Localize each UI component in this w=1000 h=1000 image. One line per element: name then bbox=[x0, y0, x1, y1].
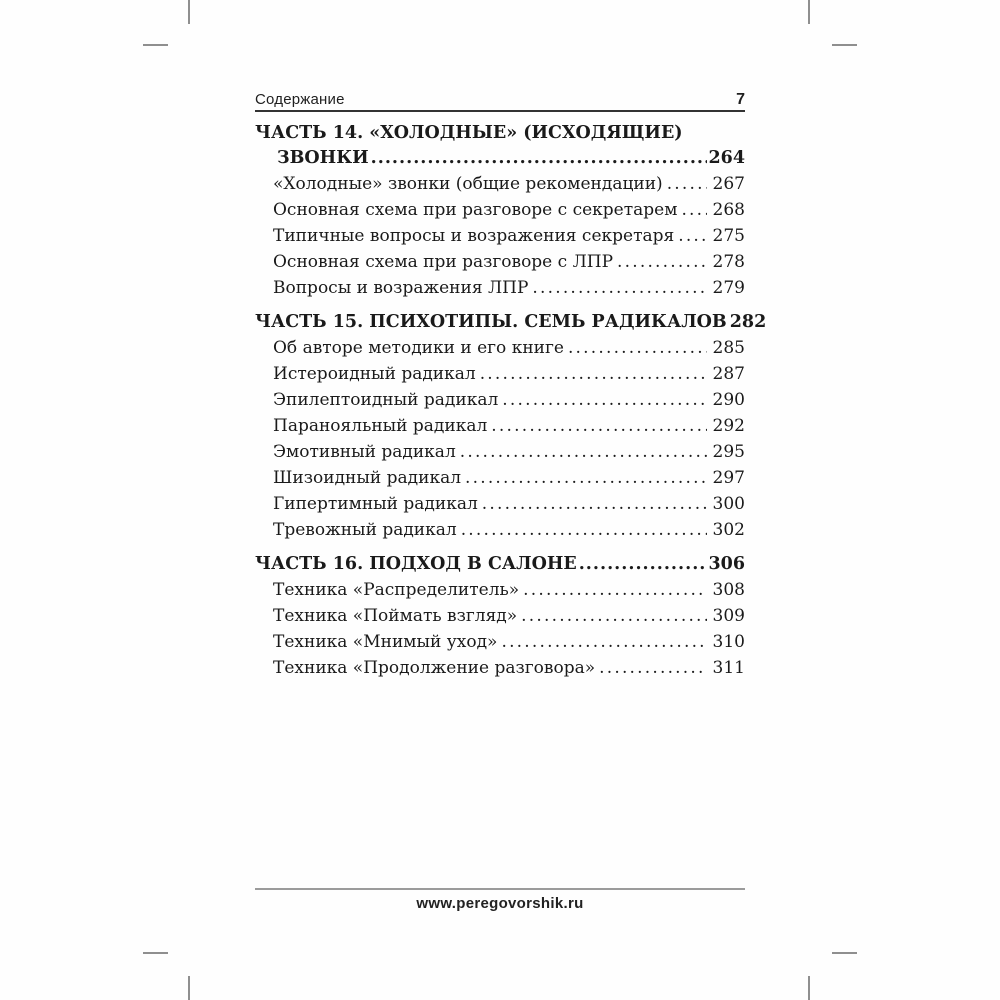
dot-leader bbox=[465, 465, 707, 491]
dot-leader bbox=[491, 413, 706, 439]
toc-entry bbox=[255, 335, 745, 361]
toc-entry bbox=[255, 275, 745, 301]
toc-entry-label: Шизоидный радикал bbox=[273, 468, 462, 488]
section-title-text: ЧАСТЬ 15. ПСИХОТИПЫ. СЕМЬ РАДИКАЛОВ bbox=[255, 312, 727, 332]
dot-leader bbox=[617, 249, 707, 275]
section-page-number: 264 bbox=[708, 148, 745, 168]
toc-entry bbox=[255, 171, 745, 197]
toc-entry-page-number: 302 bbox=[712, 520, 745, 540]
toc-entry-page-number: 275 bbox=[712, 226, 745, 246]
dot-leader bbox=[579, 552, 708, 577]
crop-mark-bottom-right-horizontal bbox=[832, 952, 857, 954]
toc-entry bbox=[255, 603, 745, 629]
toc-entry-page-number: 279 bbox=[712, 278, 745, 298]
dot-leader bbox=[460, 439, 707, 465]
dot-leader bbox=[599, 655, 706, 681]
toc-entry-page-number: 268 bbox=[712, 200, 745, 220]
toc-entry-label: Тревожный радикал bbox=[273, 520, 457, 540]
crop-mark-top-right-horizontal bbox=[832, 44, 857, 46]
crop-mark-top-right-vertical bbox=[808, 0, 810, 24]
toc-entry-page-number: 292 bbox=[712, 416, 745, 436]
dot-leader bbox=[482, 491, 707, 517]
toc-entry-label: Техника «Поймать взгляд» bbox=[273, 606, 518, 626]
toc-entry-page-number: 308 bbox=[712, 580, 745, 600]
toc-entry-page-number: 287 bbox=[712, 364, 745, 384]
toc-entry-label: Эмотивный радикал bbox=[273, 442, 456, 462]
toc-entry-page-number: 295 bbox=[712, 442, 745, 462]
toc-entry-label: «Холодные» звонки (общие рекомендации) bbox=[273, 174, 663, 194]
dot-leader bbox=[480, 361, 707, 387]
toc-entry bbox=[255, 517, 745, 543]
footer-rule bbox=[255, 888, 745, 890]
toc-section-title-line1 bbox=[255, 121, 745, 146]
toc-entry bbox=[255, 491, 745, 517]
dot-leader bbox=[667, 171, 707, 197]
toc-entry bbox=[255, 577, 745, 603]
running-head-rule bbox=[255, 110, 745, 112]
section-title-text: ЗВОНКИ bbox=[277, 148, 369, 168]
crop-mark-top-left-vertical bbox=[188, 0, 190, 24]
toc-entry-label: Эпилептоидный радикал bbox=[273, 390, 499, 410]
toc-entry-page-number: 267 bbox=[712, 174, 745, 194]
toc-section-title bbox=[255, 310, 767, 335]
section-title-text: ЧАСТЬ 14. «ХОЛОДНЫЕ» (ИСХОДЯЩИЕ) bbox=[255, 123, 683, 143]
dot-leader bbox=[521, 603, 706, 629]
toc-entry-label: Об авторе методики и его книге bbox=[273, 338, 564, 358]
crop-mark-top-left-horizontal bbox=[143, 44, 168, 46]
toc-entry-label: Основная схема при разговоре с секретарем bbox=[273, 200, 678, 220]
dot-leader bbox=[678, 223, 706, 249]
crop-mark-bottom-left-vertical bbox=[188, 976, 190, 1000]
toc-entry-page-number: 290 bbox=[712, 390, 745, 410]
toc-entry-label: Гипертимный радикал bbox=[273, 494, 478, 514]
toc-entry-label: Техника «Мнимый уход» bbox=[273, 632, 498, 652]
toc-entry bbox=[255, 249, 745, 275]
running-head-title: Содержание bbox=[255, 91, 345, 108]
running-head bbox=[255, 91, 745, 109]
dot-leader bbox=[502, 387, 706, 413]
toc-entry bbox=[255, 629, 745, 655]
toc-entry-page-number: 278 bbox=[712, 252, 745, 272]
toc-entry-label: Основная схема при разговоре с ЛПР bbox=[273, 252, 614, 272]
dot-leader bbox=[523, 577, 706, 603]
footer-website: www.peregovorshik.ru bbox=[416, 895, 584, 912]
toc-entry bbox=[255, 361, 745, 387]
toc-section-title-line2 bbox=[255, 146, 745, 171]
toc-entry-page-number: 310 bbox=[712, 632, 745, 652]
toc-entry bbox=[255, 223, 745, 249]
toc-entry-page-number: 311 bbox=[712, 658, 745, 678]
crop-mark-bottom-left-horizontal bbox=[143, 952, 168, 954]
section-page-number: 282 bbox=[729, 312, 767, 332]
section-title-text: ЧАСТЬ 16. ПОДХОД В САЛОНЕ bbox=[255, 554, 577, 574]
page-number: 7 bbox=[736, 91, 745, 108]
toc-entry-page-number: 297 bbox=[712, 468, 745, 488]
dot-leader bbox=[681, 197, 706, 223]
toc-entry-label: Паранояльный радикал bbox=[273, 416, 488, 436]
dot-leader bbox=[501, 629, 706, 655]
toc-entry-label: Типичные вопросы и возражения секретаря bbox=[273, 226, 675, 246]
toc-section-title bbox=[255, 552, 745, 577]
toc-entry bbox=[255, 465, 745, 491]
dot-leader bbox=[461, 517, 707, 543]
toc-entry-page-number: 285 bbox=[712, 338, 745, 358]
toc-entry bbox=[255, 197, 745, 223]
dot-leader bbox=[532, 275, 706, 301]
toc-entry bbox=[255, 387, 745, 413]
crop-mark-bottom-right-vertical bbox=[808, 976, 810, 1000]
toc-entry bbox=[255, 439, 745, 465]
section-page-number: 306 bbox=[708, 554, 745, 574]
table-of-contents bbox=[255, 121, 767, 681]
toc-entry-page-number: 309 bbox=[712, 606, 745, 626]
toc-entry-page-number: 300 bbox=[712, 494, 745, 514]
toc-entry-label: Техника «Распределитель» bbox=[273, 580, 520, 600]
dot-leader bbox=[371, 146, 708, 171]
toc-entry bbox=[255, 655, 745, 681]
toc-entry bbox=[255, 413, 745, 439]
toc-entry-label: Истероидный радикал bbox=[273, 364, 476, 384]
toc-entry-label: Техника «Продолжение разговора» bbox=[273, 658, 596, 678]
dot-leader bbox=[568, 335, 707, 361]
toc-entry-label: Вопросы и возражения ЛПР bbox=[273, 278, 529, 298]
